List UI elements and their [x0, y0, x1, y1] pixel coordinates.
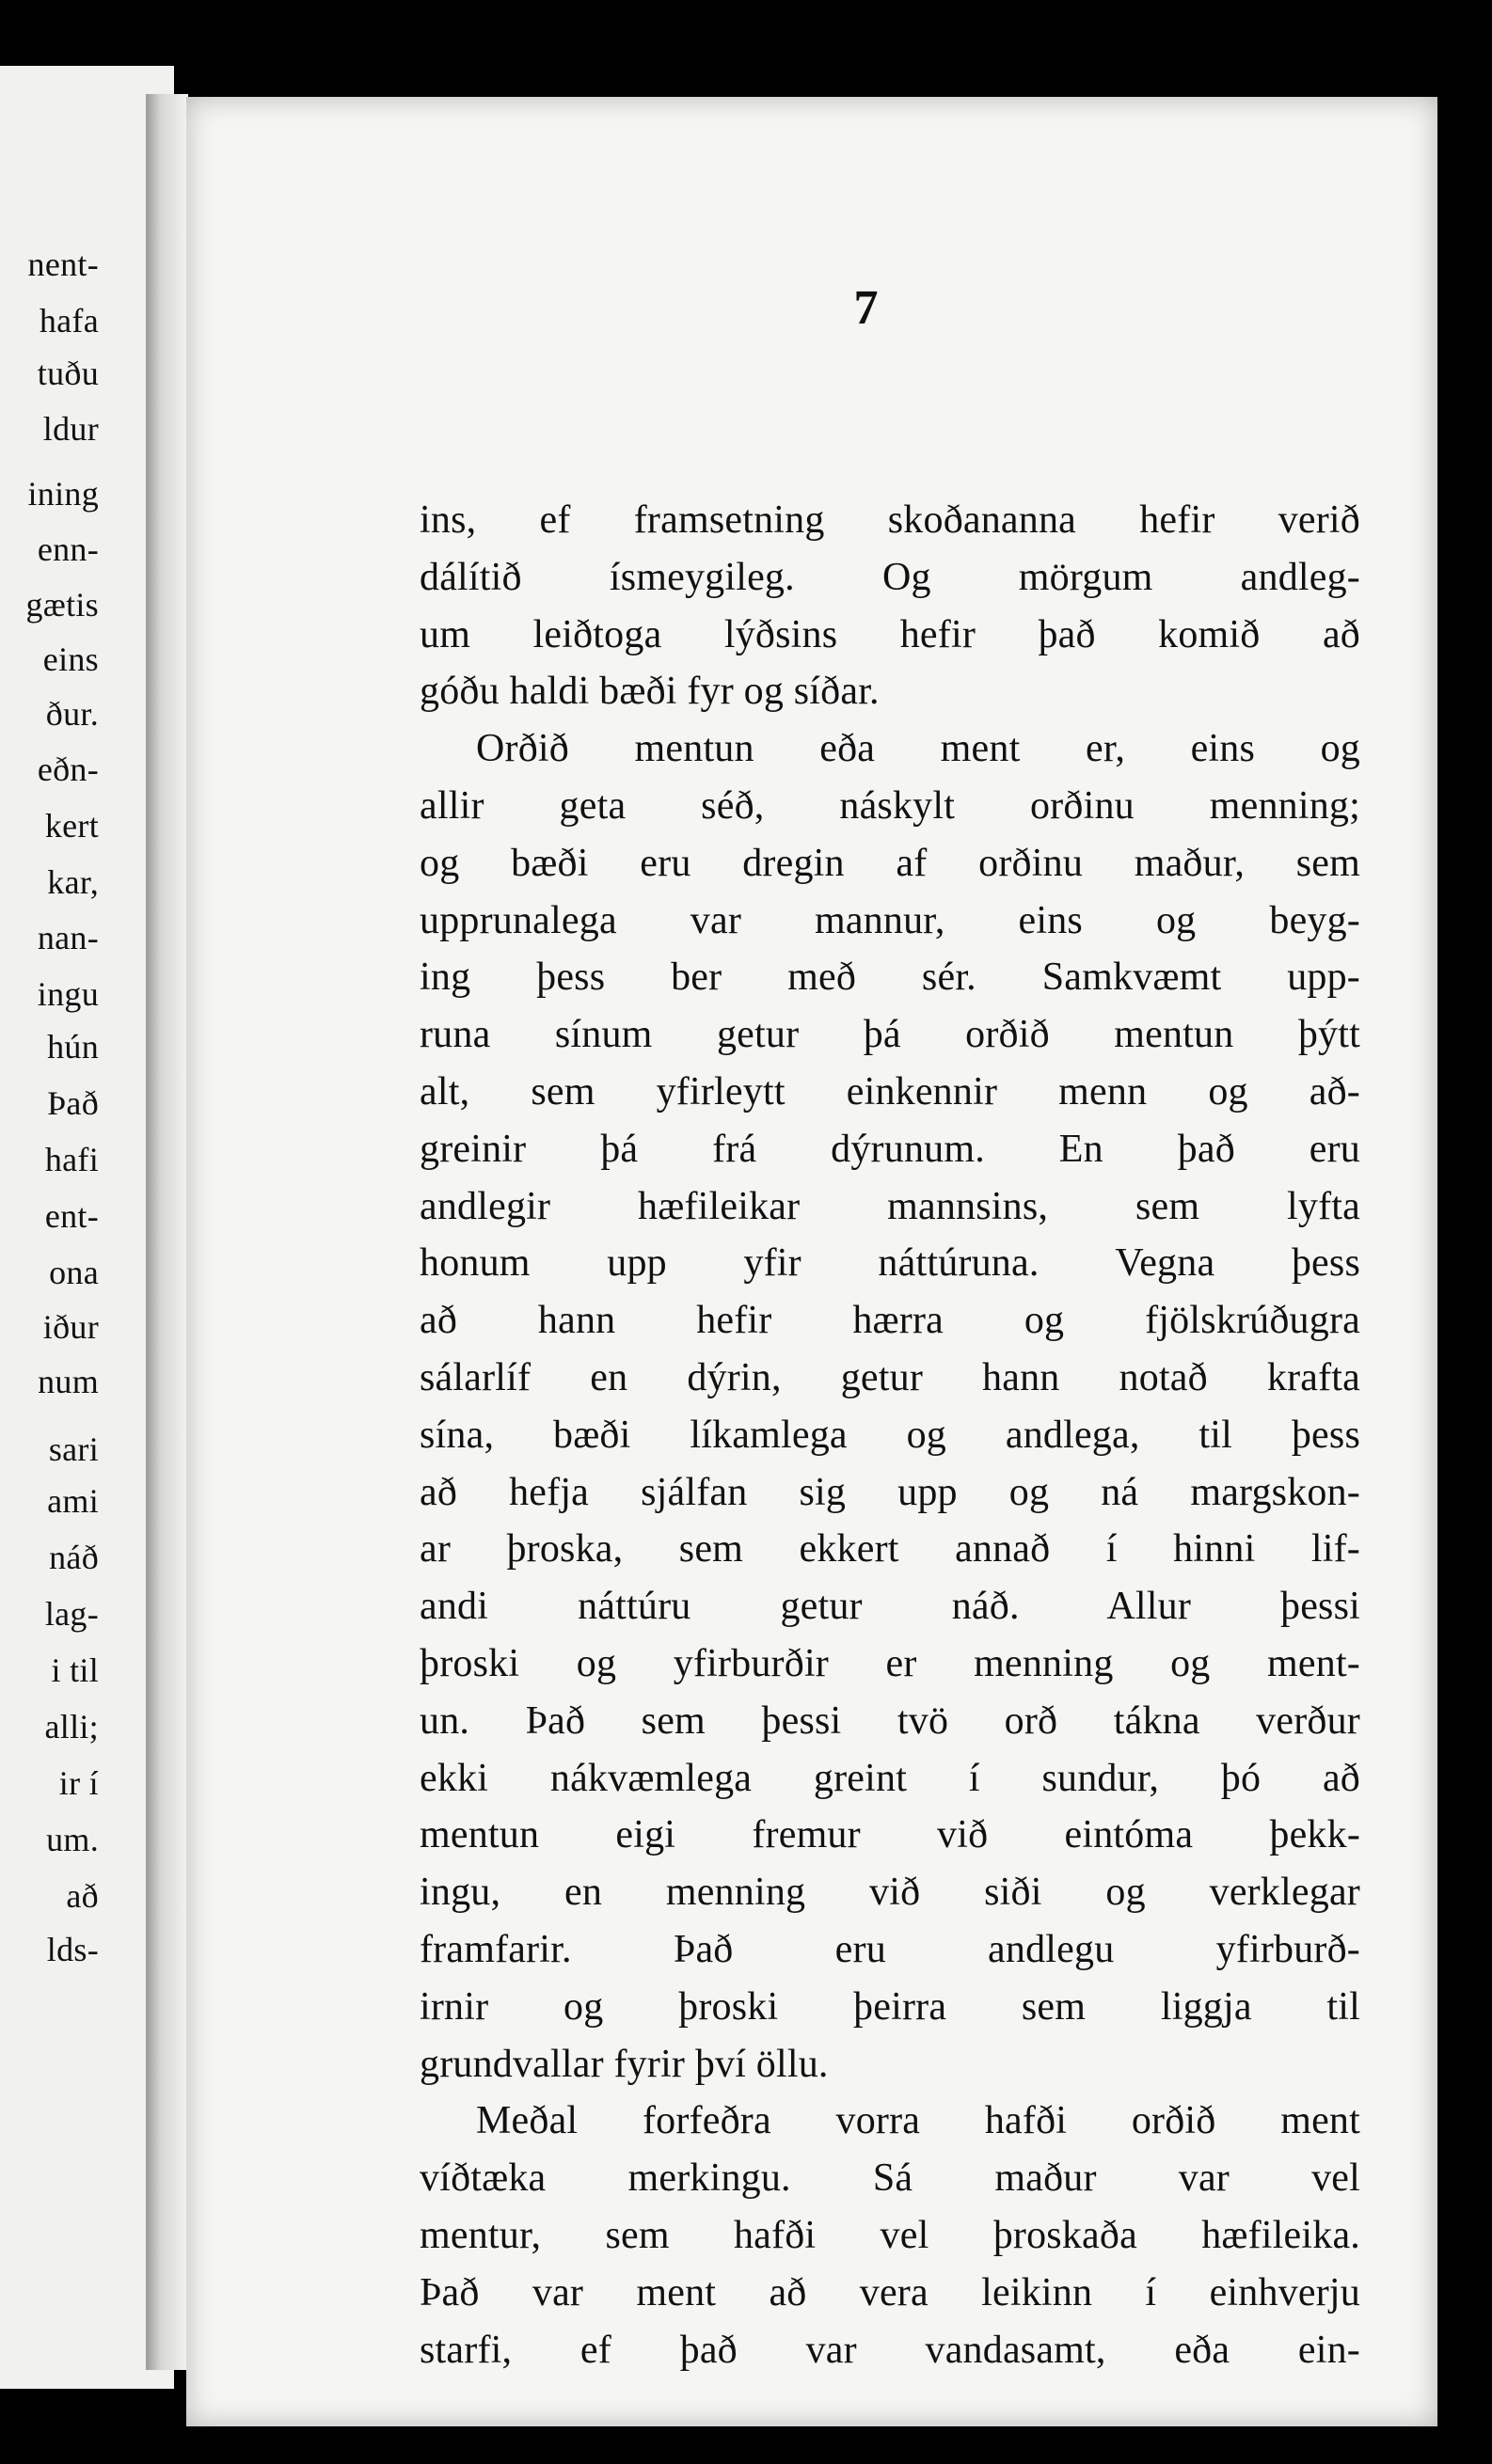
- left-page-text-fragment: ining: [27, 475, 99, 513]
- left-page-text-fragment: að: [66, 1877, 99, 1915]
- text-line: ins, ef framsetning skoðananna hefir verið: [420, 498, 1360, 542]
- text-line: um leiðtoga lýðsins hefir það komið að: [420, 612, 1360, 656]
- text-line: alt, sem yfirleytt einkennir menn og að-: [420, 1069, 1360, 1114]
- text-line: að hann hefir hærra og fjölskrúðugra: [420, 1299, 1360, 1343]
- text-line: ar þroska, sem ekkert annað í hinni lif-: [420, 1527, 1360, 1572]
- book-gutter: [146, 94, 188, 2370]
- left-page-text-fragment: ldur: [42, 410, 99, 448]
- text-line: og bæði eru dregin af orðinu maður, sem: [420, 841, 1360, 885]
- left-page-text-fragment: lag-: [44, 1595, 99, 1633]
- left-page-text-fragment: enn-: [37, 530, 99, 568]
- left-page-text-fragment: hún: [47, 1028, 99, 1066]
- text-line: runa sínum getur þá orðið mentun þýtt: [420, 1013, 1360, 1057]
- text-line: ekki nákvæmlega greint í sundur, þó að: [420, 1756, 1360, 1800]
- left-page-text-fragment: ður.: [45, 695, 99, 733]
- left-page-text-fragment: kert: [44, 807, 99, 845]
- text-line: sína, bæði líkamlega og andlega, til þess: [420, 1413, 1360, 1457]
- left-page-text-fragment: lds-: [46, 1931, 99, 1968]
- page-number: 7: [853, 281, 879, 335]
- text-line: grundvallar fyrir því öllu.: [420, 2042, 829, 2086]
- left-page-text-fragment: um.: [46, 1821, 99, 1858]
- text-line: mentur, sem hafði vel þroskaða hæfileika.: [420, 2213, 1360, 2257]
- left-page-text-fragment: i til: [51, 1651, 99, 1689]
- left-page-text-fragment: ir í: [58, 1764, 99, 1802]
- text-line: ingu, en menning við siði og verklegar: [420, 1871, 1360, 1915]
- left-page-text-fragment: tuðu: [37, 355, 99, 392]
- text-line: Það var ment að vera leikinn í einhverju: [420, 2270, 1360, 2314]
- left-page-text-fragment: Það: [47, 1084, 99, 1122]
- text-line: allir geta séð, náskylt orðinu menning;: [420, 783, 1360, 828]
- left-page-text-fragment: ami: [47, 1482, 99, 1520]
- left-page-text-fragment: hafi: [44, 1141, 99, 1178]
- left-page-text-fragment: kar,: [47, 863, 99, 901]
- text-line: greinir þá frá dýrunum. En það eru: [420, 1127, 1360, 1171]
- text-line: Meðal forfeðra vorra hafði orðið ment: [476, 2099, 1360, 2143]
- left-page-text-fragment: ent-: [44, 1197, 99, 1235]
- book-page: [186, 97, 1437, 2426]
- text-line: starfi, ef það var vandasamt, eða ein-: [420, 2328, 1360, 2372]
- text-line: víðtæka merkingu. Sá maður var vel: [420, 2156, 1360, 2201]
- left-page-text-fragment: eins: [42, 640, 99, 678]
- text-line: að hefja sjálfan sig upp og ná margskon-: [420, 1470, 1360, 1514]
- text-line: irnir og þroski þeirra sem liggja til: [420, 1984, 1360, 2029]
- text-line: honum upp yfir náttúruna. Vegna þess: [420, 1241, 1360, 1286]
- text-line: góðu haldi bæði fyr og síðar.: [420, 670, 880, 714]
- text-line: Orðið mentun eða ment er, eins og: [476, 727, 1360, 771]
- text-line: andi náttúru getur náð. Allur þessi: [420, 1585, 1360, 1629]
- left-page-text-fragment: náð: [49, 1539, 99, 1576]
- text-line: dálítið ísmeygileg. Og mörgum andleg-: [420, 555, 1360, 599]
- left-page-text-fragment: nan-: [37, 919, 99, 956]
- left-page-text-fragment: num: [38, 1363, 99, 1400]
- left-page-text-fragment: eðn-: [37, 750, 99, 788]
- left-page-text-fragment: nent-: [27, 245, 99, 283]
- left-page-text-fragment: alli;: [44, 1708, 99, 1745]
- text-line: ing þess ber með sér. Samkvæmt upp-: [420, 956, 1360, 1000]
- body-text: [420, 492, 1360, 2378]
- text-line: upprunalega var mannur, eins og beyg-: [420, 898, 1360, 942]
- text-line: framfarir. Það eru andlegu yfirburð-: [420, 1927, 1360, 1971]
- left-page-text-fragment: ingu: [37, 975, 99, 1013]
- left-page-text-fragment: hafa: [39, 302, 99, 340]
- text-line: sálarlíf en dýrin, getur hann notað krafta: [420, 1355, 1360, 1399]
- left-page-text-fragment: iður: [42, 1308, 99, 1346]
- text-line: andlegir hæfileikar mannsins, sem lyfta: [420, 1184, 1360, 1228]
- left-page-text-fragment: ona: [49, 1254, 99, 1291]
- text-line: un. Það sem þessi tvö orð tákna verður: [420, 1698, 1360, 1743]
- text-line: þroski og yfirburðir er menning og ment-: [420, 1641, 1360, 1685]
- left-page-text-fragment: sari: [48, 1430, 99, 1468]
- left-page-text-fragment: gætis: [25, 586, 99, 624]
- text-line: mentun eigi fremur við eintóma þekk-: [420, 1813, 1360, 1857]
